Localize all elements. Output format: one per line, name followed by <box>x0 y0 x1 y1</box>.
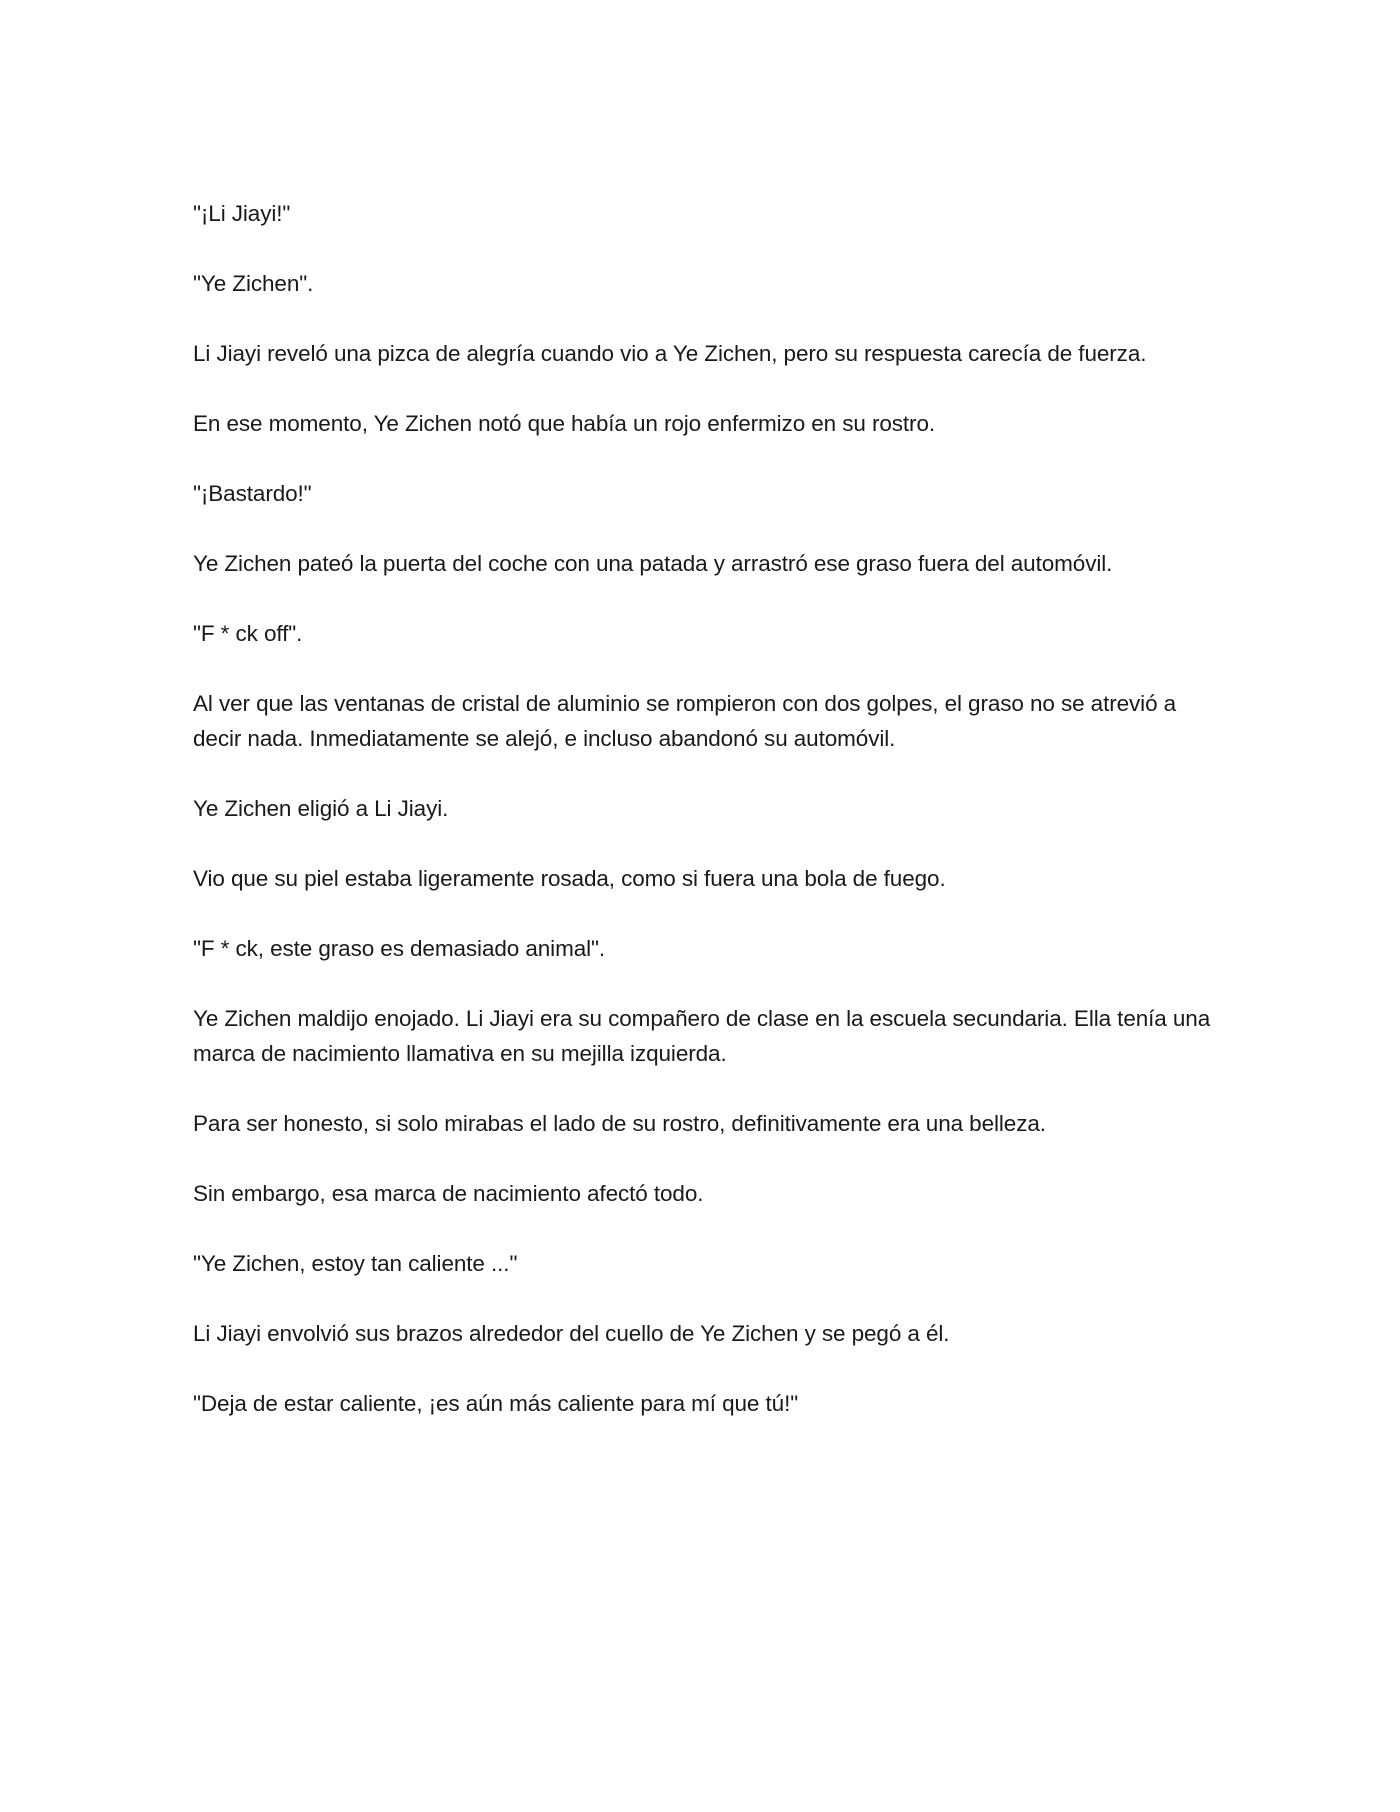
paragraph: Li Jiayi envolvió sus brazos alrededor del cuello de Ye Zichen y se pegó a él. <box>193 1321 950 1346</box>
paragraph: "Ye Zichen". <box>193 271 314 296</box>
paragraph: "¡Bastardo!" <box>193 481 312 506</box>
paragraph: "¡Li Jiayi!" <box>193 201 291 226</box>
paragraph: "Ye Zichen, estoy tan caliente ..." <box>193 1251 518 1276</box>
paragraph: "F * ck off". <box>193 621 303 646</box>
paragraph: Ye Zichen pateó la puerta del coche con una patada y arrastró ese graso fuera del automóvil. <box>193 551 1113 576</box>
paragraph: Vio que su piel estaba ligeramente rosada, como si fuera una bola de fuego. <box>193 866 946 891</box>
paragraph: Al ver que las ventanas de cristal de aluminio se rompieron con dos golpes, el graso no se atrevió a decir nada. Inmediatamente se alejó, e incluso abandonó su automóvil. <box>193 691 1177 751</box>
paragraph: Li Jiayi reveló una pizca de alegría cuando vio a Ye Zichen, pero su respuesta carecía de fuerza. <box>193 341 1147 366</box>
paragraph: "F * ck, este graso es demasiado animal". <box>193 936 606 961</box>
paragraph: Ye Zichen eligió a Li Jiayi. <box>193 796 449 821</box>
document-body <box>193 196 1223 1456</box>
paragraph: Para ser honesto, si solo mirabas el lado de su rostro, definitivamente era una belleza. <box>193 1111 1046 1136</box>
paragraph: En ese momento, Ye Zichen notó que había un rojo enfermizo en su rostro. <box>193 411 936 436</box>
paragraph: "Deja de estar caliente, ¡es aún más caliente para mí que tú!" <box>193 1391 799 1416</box>
paragraph: Sin embargo, esa marca de nacimiento afectó todo. <box>193 1181 704 1206</box>
paragraph: Ye Zichen maldijo enojado. Li Jiayi era su compañero de clase en la escuela secundaria. Ella tenía una marca de nacimiento llamativa en su mejilla izquierda. <box>193 1006 1211 1066</box>
